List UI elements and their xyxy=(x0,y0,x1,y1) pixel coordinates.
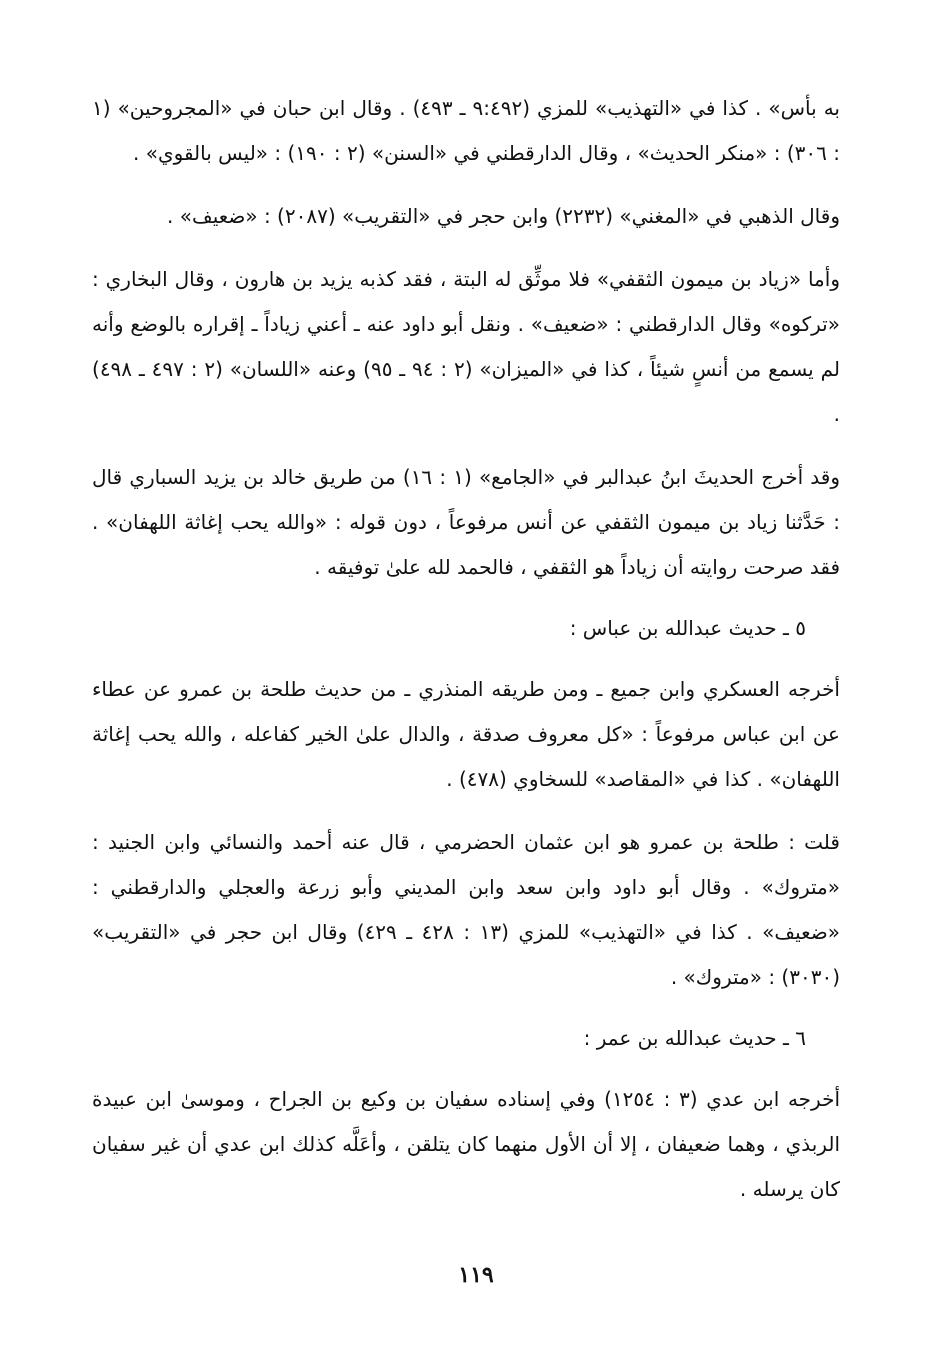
paragraph-7: أخرجه ابن عدي (٣ : ١٢٥٤) وفي إسناده سفيان بن وكيع بن الجراح ، وموسىٰ ابن عبيدة الربذي ، وهما ضعيفان ، إلا أن الأول منهما كان يتلقن ، وأعَلَّه كذلك ابن عدي أن غير سفيان كان يرسله . xyxy=(92,1087,841,1201)
page-number: ١١٩ xyxy=(458,1262,494,1288)
paragraph-1: به بأس» . كذا في «التهذيب» للمزي (٩:٤٩٢ ـ ٤٩٣) . وقال ابن حبان في «المجروحين» (١ : ٣٠٦) : «منكر الحديث» ، وقال الدارقطني في «السنن» (٢ : ١٩٠) : «ليس بالقوي» . xyxy=(92,96,840,165)
paragraph-4: وقد أخرج الحديثَ ابنُ عبدالبر في «الجامع» (١ : ١٦) من طريق خالد بن يزيد السباري قال : حَدَّثنا زياد بن ميمون الثقفي عن أنس مرفوعاً ، دون قوله : «والله يحب إغاثة اللهفان» . فقد صرحت روايته أن زياداً هو الثقفي ، فالحمد لله علىٰ توفيقه . xyxy=(92,465,840,579)
paragraph-5: أخرجه العسكري وابن جميع ـ ومن طريقه المنذري ـ من حديث طلحة بن عمرو عن عطاء عن ابن عباس مرفوعاً : «كل معروف صدقة ، والدال علىٰ الخير كفاعله ، والله يحب إغاثة اللهفان» . كذا في «المقاصد» للسخاوي (٤٧٨) . xyxy=(92,677,840,791)
paragraph-6: قلت : طلحة بن عمرو هو ابن عثمان الحضرمي ، قال عنه أحمد والنسائي وابن الجنيد : «متروك» . وقال أبو داود وابن سعد وابن المديني وأبو زرعة والعجلي والدارقطني : «ضعيف» . كذا في «التهذيب» للمزي (١٣ : ٤٢٨ ـ ٤٢٩) وقال ابن حجر في «التقريب» (٣٠٣٠) : «متروك» . xyxy=(92,830,841,989)
section-heading-5: ٥ ـ حديث عبدالله بن عباس : xyxy=(569,616,806,640)
section-heading-6: ٦ ـ حديث عبدالله بن عمر : xyxy=(583,1026,806,1050)
paragraph-2: وقال الذهبي في «المغني» (٢٢٣٢) وابن حجر في «التقريب» (٢٠٨٧) : «ضعيف» . xyxy=(167,204,840,228)
page-body xyxy=(92,86,840,1212)
paragraph-3: وأما «زياد بن ميمون الثقفي» فلا موثِّق له البتة ، فقد كذبه يزيد بن هارون ، وقال البخاري : «تركوه» وقال الدارقطني : «ضعيف» . ونقل أبو داود عنه ـ أعني زياداً ـ إقراره بالوضع وأنه لم يسمع من أنسٍ شيئاً ، كذا في «الميزان» (٢ : ٩٤ ـ ٩٥) وعنه «اللسان» (٢ : ٤٩٧ ـ ٤٩٨) . xyxy=(92,267,840,426)
